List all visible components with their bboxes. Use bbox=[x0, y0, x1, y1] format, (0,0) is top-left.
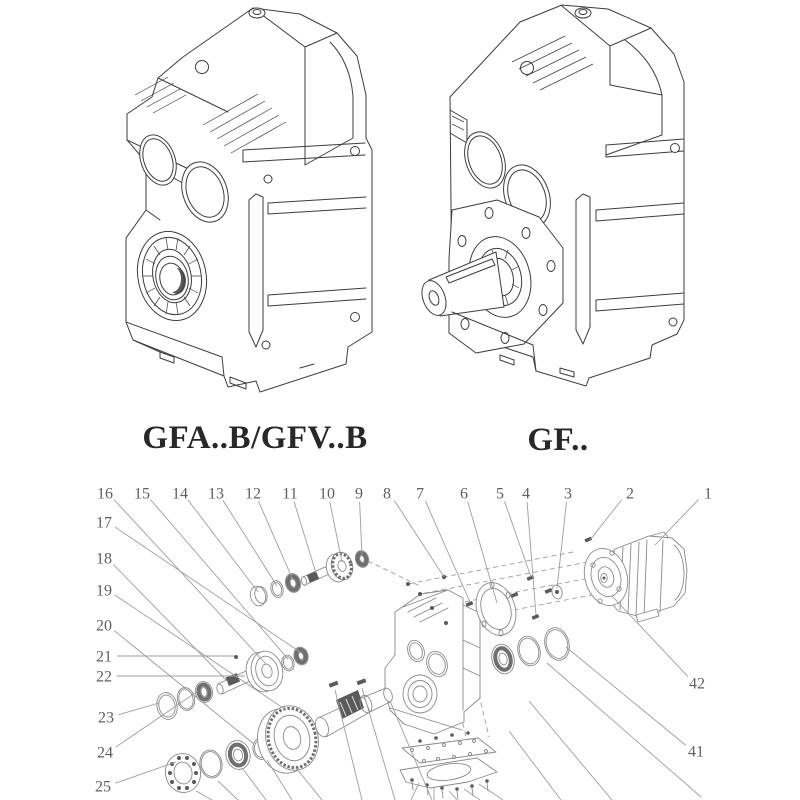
leader-line bbox=[223, 501, 277, 586]
leader-line bbox=[330, 502, 342, 562]
leader-line bbox=[529, 701, 612, 800]
callout-number: 2 bbox=[626, 485, 634, 503]
intermediate-gear bbox=[242, 648, 287, 696]
leader-line bbox=[113, 564, 228, 682]
leader-line bbox=[196, 791, 212, 800]
callout-number: 8 bbox=[383, 485, 391, 503]
callout-number: 1 bbox=[704, 485, 712, 503]
leader-line bbox=[590, 500, 622, 540]
bolt-hole bbox=[264, 175, 272, 183]
leader-line bbox=[360, 502, 362, 556]
bolt-hole bbox=[521, 62, 534, 75]
leader-line bbox=[394, 500, 444, 577]
leader-line bbox=[296, 768, 322, 800]
bolt-hole bbox=[671, 144, 680, 153]
callout-number: 4 bbox=[522, 485, 530, 503]
input-shaft-cluster bbox=[248, 549, 370, 607]
callout-number: 25 bbox=[95, 778, 111, 796]
leader-line bbox=[243, 769, 266, 800]
exploded-parts-diagram bbox=[95, 486, 712, 800]
motor-unit bbox=[578, 532, 687, 622]
leader-line bbox=[449, 791, 457, 800]
motor-bolt bbox=[584, 537, 592, 543]
leader-line bbox=[479, 784, 503, 800]
callout-number: 14 bbox=[172, 485, 188, 503]
bolt-hole bbox=[196, 61, 209, 74]
callout-number: 19 bbox=[96, 582, 112, 600]
callout-number: 21 bbox=[96, 648, 112, 666]
input-gear bbox=[323, 550, 356, 584]
callout-number: 42 bbox=[689, 675, 705, 693]
leader-line bbox=[188, 500, 258, 592]
leader-line bbox=[425, 501, 470, 602]
bolt-hole bbox=[262, 341, 270, 349]
bolt-hole bbox=[351, 147, 360, 156]
pin bbox=[234, 655, 238, 659]
callout-number: 7 bbox=[416, 485, 424, 503]
callout-number: 9 bbox=[355, 485, 363, 503]
leader-line bbox=[119, 703, 159, 715]
end-cap bbox=[248, 584, 268, 607]
seal-ring bbox=[269, 579, 285, 599]
ball-bearing bbox=[162, 751, 203, 795]
leader-line bbox=[114, 500, 266, 664]
callout-number: 13 bbox=[208, 485, 224, 503]
callout-number: 23 bbox=[98, 709, 114, 727]
leader-line bbox=[116, 691, 198, 747]
spacer-ring bbox=[541, 625, 573, 663]
key-2 bbox=[357, 678, 367, 685]
key bbox=[329, 681, 339, 688]
leader-line bbox=[509, 731, 561, 800]
callout-number: 3 bbox=[564, 485, 572, 503]
callout-number: 5 bbox=[496, 485, 504, 503]
gearbox-drawing-gfab-gfvb bbox=[126, 8, 372, 392]
leader-line bbox=[527, 502, 536, 615]
bearing-3 bbox=[223, 738, 253, 771]
bolt-hole bbox=[351, 313, 360, 322]
hollow-output-shaft bbox=[313, 687, 394, 738]
callout-number: 22 bbox=[96, 668, 112, 686]
leader-line bbox=[557, 502, 567, 588]
input-bearing bbox=[283, 572, 302, 594]
leader-line bbox=[655, 499, 699, 545]
leader-line bbox=[547, 663, 701, 797]
leader-line bbox=[114, 631, 254, 744]
callout-number: 15 bbox=[134, 485, 150, 503]
callout-number: 24 bbox=[97, 744, 113, 762]
gearbox-drawing-gf bbox=[418, 5, 684, 386]
retaining-ring bbox=[514, 634, 543, 669]
leader-line bbox=[505, 501, 531, 577]
leader-line bbox=[218, 781, 238, 800]
leader-line bbox=[258, 501, 293, 580]
output-gear bbox=[251, 700, 325, 779]
callout-number: 17 bbox=[96, 514, 112, 532]
callout-number: 6 bbox=[460, 485, 468, 503]
leader-line bbox=[566, 647, 686, 745]
leader-line bbox=[294, 502, 316, 573]
exploded-housing bbox=[385, 590, 480, 734]
callout-number: 16 bbox=[97, 485, 113, 503]
housing-gasket bbox=[402, 731, 496, 763]
model-label-right: GF.. bbox=[527, 422, 589, 458]
callout-number: 10 bbox=[319, 485, 335, 503]
vent-plug bbox=[249, 8, 265, 18]
leader-line bbox=[151, 500, 288, 659]
callout-number: 18 bbox=[96, 550, 112, 568]
callout-number: 20 bbox=[96, 617, 112, 635]
vent-plug bbox=[575, 8, 591, 18]
callout-number: 41 bbox=[688, 743, 704, 761]
callout-number: 12 bbox=[245, 485, 261, 503]
oil-seal-ring bbox=[488, 642, 517, 677]
model-label-left: GFA..B/GFV..B bbox=[142, 420, 368, 456]
bolt-axis-line bbox=[368, 561, 420, 586]
bolt-hole bbox=[669, 318, 677, 326]
callout-number: 11 bbox=[282, 485, 298, 503]
